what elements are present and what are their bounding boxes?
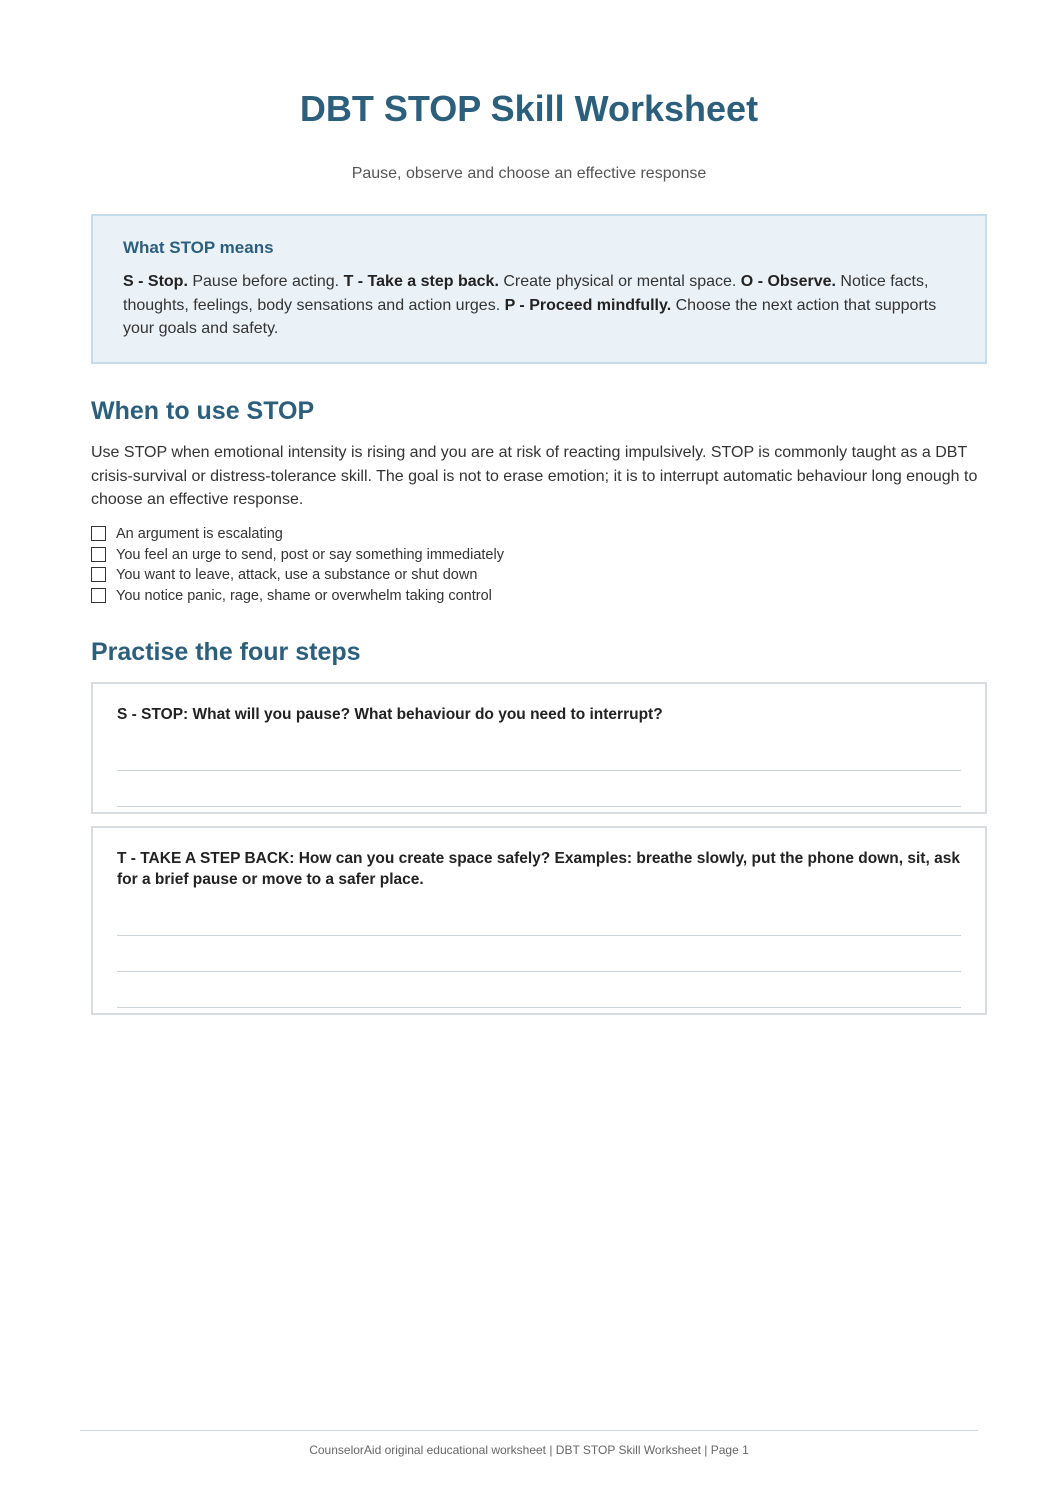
prompt-stop-question: S - STOP: What will you pause? What behaviour do you need to interrupt?	[117, 706, 663, 723]
checklist-item[interactable]	[91, 547, 791, 568]
prompt-box-step-back	[91, 826, 987, 1015]
step-o-text: Notice facts, thoughts, feelings, body sensations and action urges.	[123, 273, 929, 314]
answer-line[interactable]	[117, 936, 961, 972]
page-subtitle: Pause, observe and choose an effective response	[351, 165, 707, 182]
situation-checklist	[91, 526, 791, 609]
footer-divider	[80, 1430, 978, 1431]
prompt-step-back-question: T - TAKE A STEP BACK: How can you create space safely? Examples: breathe slowly, put the phone down, sit, ask for a brief pause or move to a safer place.	[117, 850, 960, 888]
info-box-heading: What STOP means	[123, 238, 274, 257]
step-p-text: Choose the next action that supports your goals and safety.	[123, 296, 937, 337]
step-s-term: S - Stop.	[123, 273, 188, 290]
answer-line[interactable]	[117, 900, 961, 936]
answer-line[interactable]	[117, 771, 961, 807]
checkbox-icon[interactable]	[91, 567, 106, 582]
practise-heading: Practise the four steps	[91, 638, 361, 666]
checklist-item-label: An argument is escalating	[116, 526, 283, 542]
checklist-item-label: You feel an urge to send, post or say something immediately	[116, 546, 504, 563]
stop-definition-box	[91, 214, 987, 364]
prompt-box-stop	[91, 682, 987, 814]
checklist-item-label: You notice panic, rage, shame or overwhelm taking control	[116, 588, 492, 605]
answer-line[interactable]	[117, 972, 961, 1008]
when-to-use-body: Use STOP when emotional intensity is rising and you are at risk of reacting impulsively. STOP is commonly taught as a DBT crisis-survival or distress-tolerance skill. The goal is not to erase emotion; it is to interrupt automatic behaviour long enough to choose an effective response.	[91, 444, 978, 508]
step-s-text: Pause before acting.	[192, 273, 340, 290]
answer-line[interactable]	[117, 735, 961, 771]
when-to-use-heading: When to use STOP	[91, 397, 315, 425]
checkbox-icon[interactable]	[91, 526, 106, 541]
step-t-term: T - Take a step back.	[343, 273, 499, 290]
step-o-term: O - Observe.	[740, 273, 836, 290]
page-title: DBT STOP Skill Worksheet	[299, 88, 759, 129]
page-footer: CounselorAid original educational worksheet | DBT STOP Skill Worksheet | Page 1	[309, 1443, 749, 1457]
step-p-term: P - Proceed mindfully.	[504, 296, 672, 314]
step-t-text: Create physical or mental space.	[503, 273, 737, 290]
checklist-item[interactable]	[91, 526, 791, 547]
checkbox-icon[interactable]	[91, 588, 106, 603]
stop-definitions	[123, 270, 955, 341]
checklist-item[interactable]	[91, 588, 791, 609]
checklist-item-label: You want to leave, attack, use a substance or shut down	[116, 567, 478, 584]
checklist-item[interactable]	[91, 567, 791, 588]
checkbox-icon[interactable]	[91, 547, 106, 562]
